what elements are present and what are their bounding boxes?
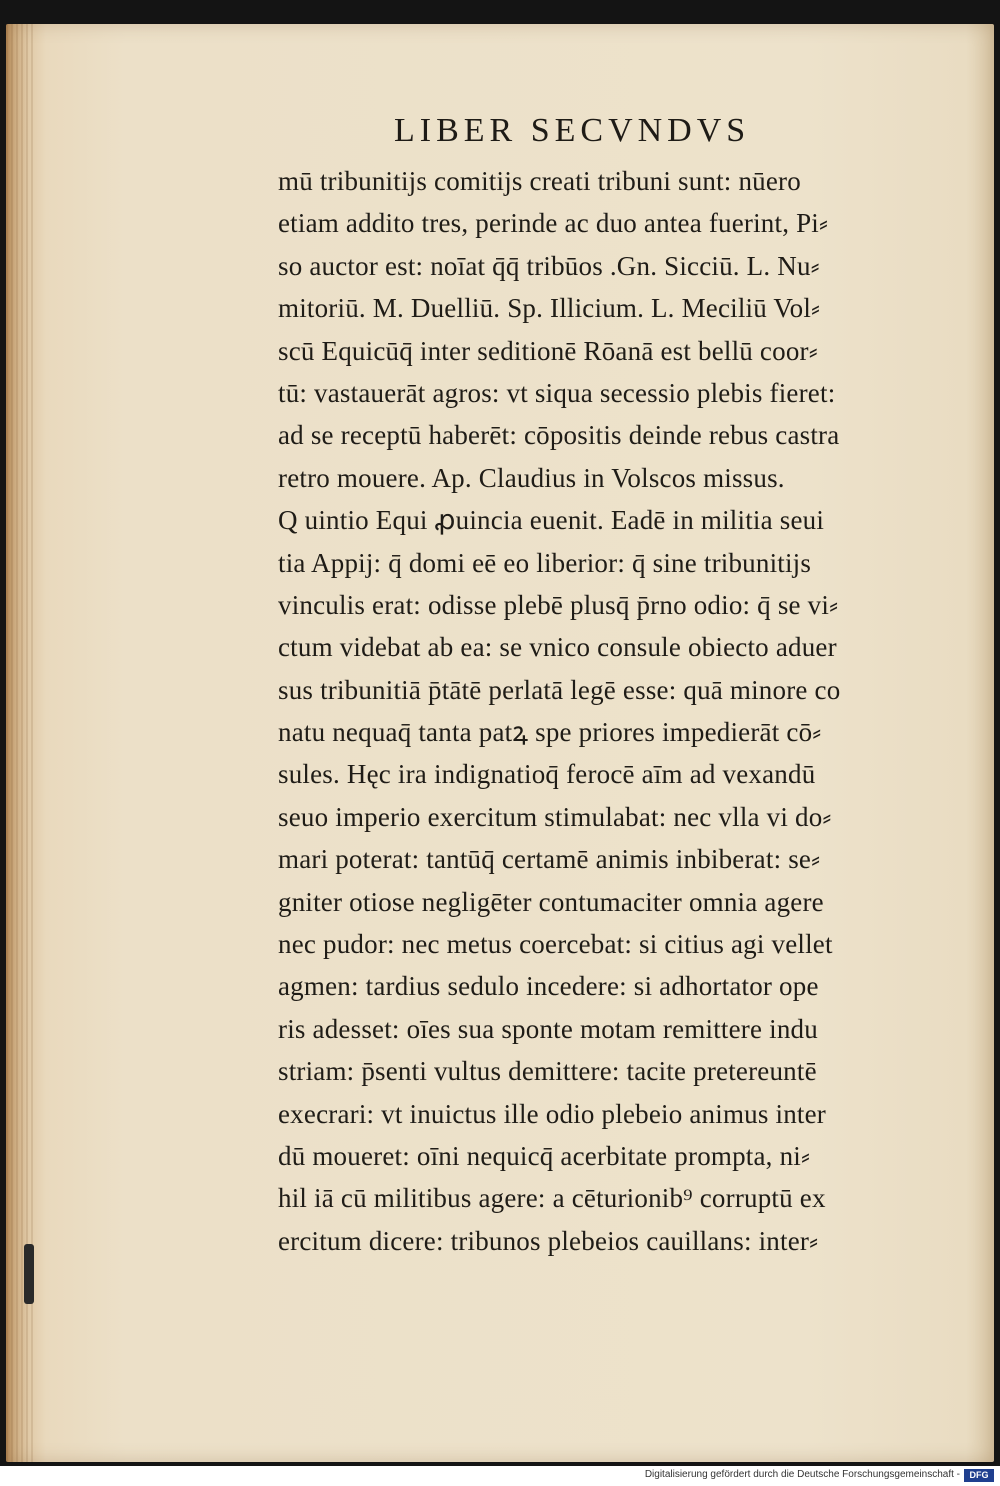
text-line: Q uintio Equi ꝓuincia euenit. Eadē in militia seui [278, 505, 825, 536]
text-line: so auctor est: noīat q̄q̄ tribūos .Gn. Sicciū. L. Nu⸗ [278, 250, 820, 281]
text-line: seuo imperio exercitum stimulabat: nec vlla vi do⸗ [278, 801, 832, 832]
binding-stain [24, 1244, 34, 1304]
text-line: sules. Hęc ira indignatioq̄ ferocē aīm ad vexandū [278, 759, 816, 790]
text-line: ad se receptū haberēt: cōpositis deinde rebus castra [278, 420, 840, 451]
text-line: sus tribunitiā p̄tātē perlatā legē esse: quā minore co [278, 674, 841, 705]
text-line: agmen: tardius sedulo incedere: si adhortator ope [278, 971, 819, 1002]
dfg-logo[interactable]: DFG [964, 1469, 994, 1482]
text-line: natu nequaq̄ tanta patꝝ spe priores impedierāt cō⸗ [278, 717, 822, 748]
text-line: dū moueret: oīni nequicq̄ acerbitate prompta, ni⸗ [278, 1140, 811, 1171]
running-head: LIBER SECVNDVS [394, 112, 751, 149]
text-line: vinculis erat: odisse plebē plusq̄ p̄rno odio: q̄ se vi⸗ [278, 589, 839, 620]
text-line: scū Equicūq̄ inter seditionē Rōanā est bellū coor⸗ [278, 335, 818, 366]
text-line: hil iā cū militibus agere: a cēturionib⁹ corruptū ex [278, 1183, 826, 1214]
footer-credit: Digitalisierung gefördert durch die Deutsche Forschungsgemeinschaft - [644, 1469, 960, 1480]
text-line: tia Appij: q̄ domi eē eo liberior: q̄ sine tribunitijs [278, 547, 812, 578]
text-line: gniter otiose negligēter contumaciter omnia agere [278, 886, 824, 917]
text-line: nec pudor: nec metus coercebat: si citius agi vellet [278, 929, 833, 960]
text-line: mitoriū. M. Duelliū. Sp. Illicium. L. Meciliū Vol⸗ [278, 293, 821, 324]
text-line: mari poterat: tantūq̄ certamē animis inbiberat: se⸗ [278, 844, 821, 875]
text-line: tū: vastauerāt agros: vt siqua secessio plebis fieret: [278, 377, 836, 408]
text-line: ercitum dicere: tribunos plebeios cauillans: inter⸗ [278, 1225, 819, 1256]
text-block [278, 160, 908, 1262]
footer-bar [0, 1466, 1000, 1486]
text-line: etiam addito tres, perinde ac duo antea fuerint, Pi⸗ [278, 208, 829, 239]
text-line: ctum videbat ab ea: se vnico consule obiecto aduer [278, 632, 837, 663]
text-line: execrari: vt inuictus ille odio plebeio animus inter [278, 1098, 827, 1129]
text-line: ris adesset: oīes sua sponte motam remittere indu [278, 1013, 818, 1044]
text-line: retro mouere. Ap. Claudius in Volscos missus. [278, 462, 785, 493]
text-line: mū tribunitijs comitijs creati tribuni sunt: nūero [278, 166, 801, 196]
text-line: striam: p̄senti vultus demittere: tacite pretereuntē [278, 1056, 817, 1087]
